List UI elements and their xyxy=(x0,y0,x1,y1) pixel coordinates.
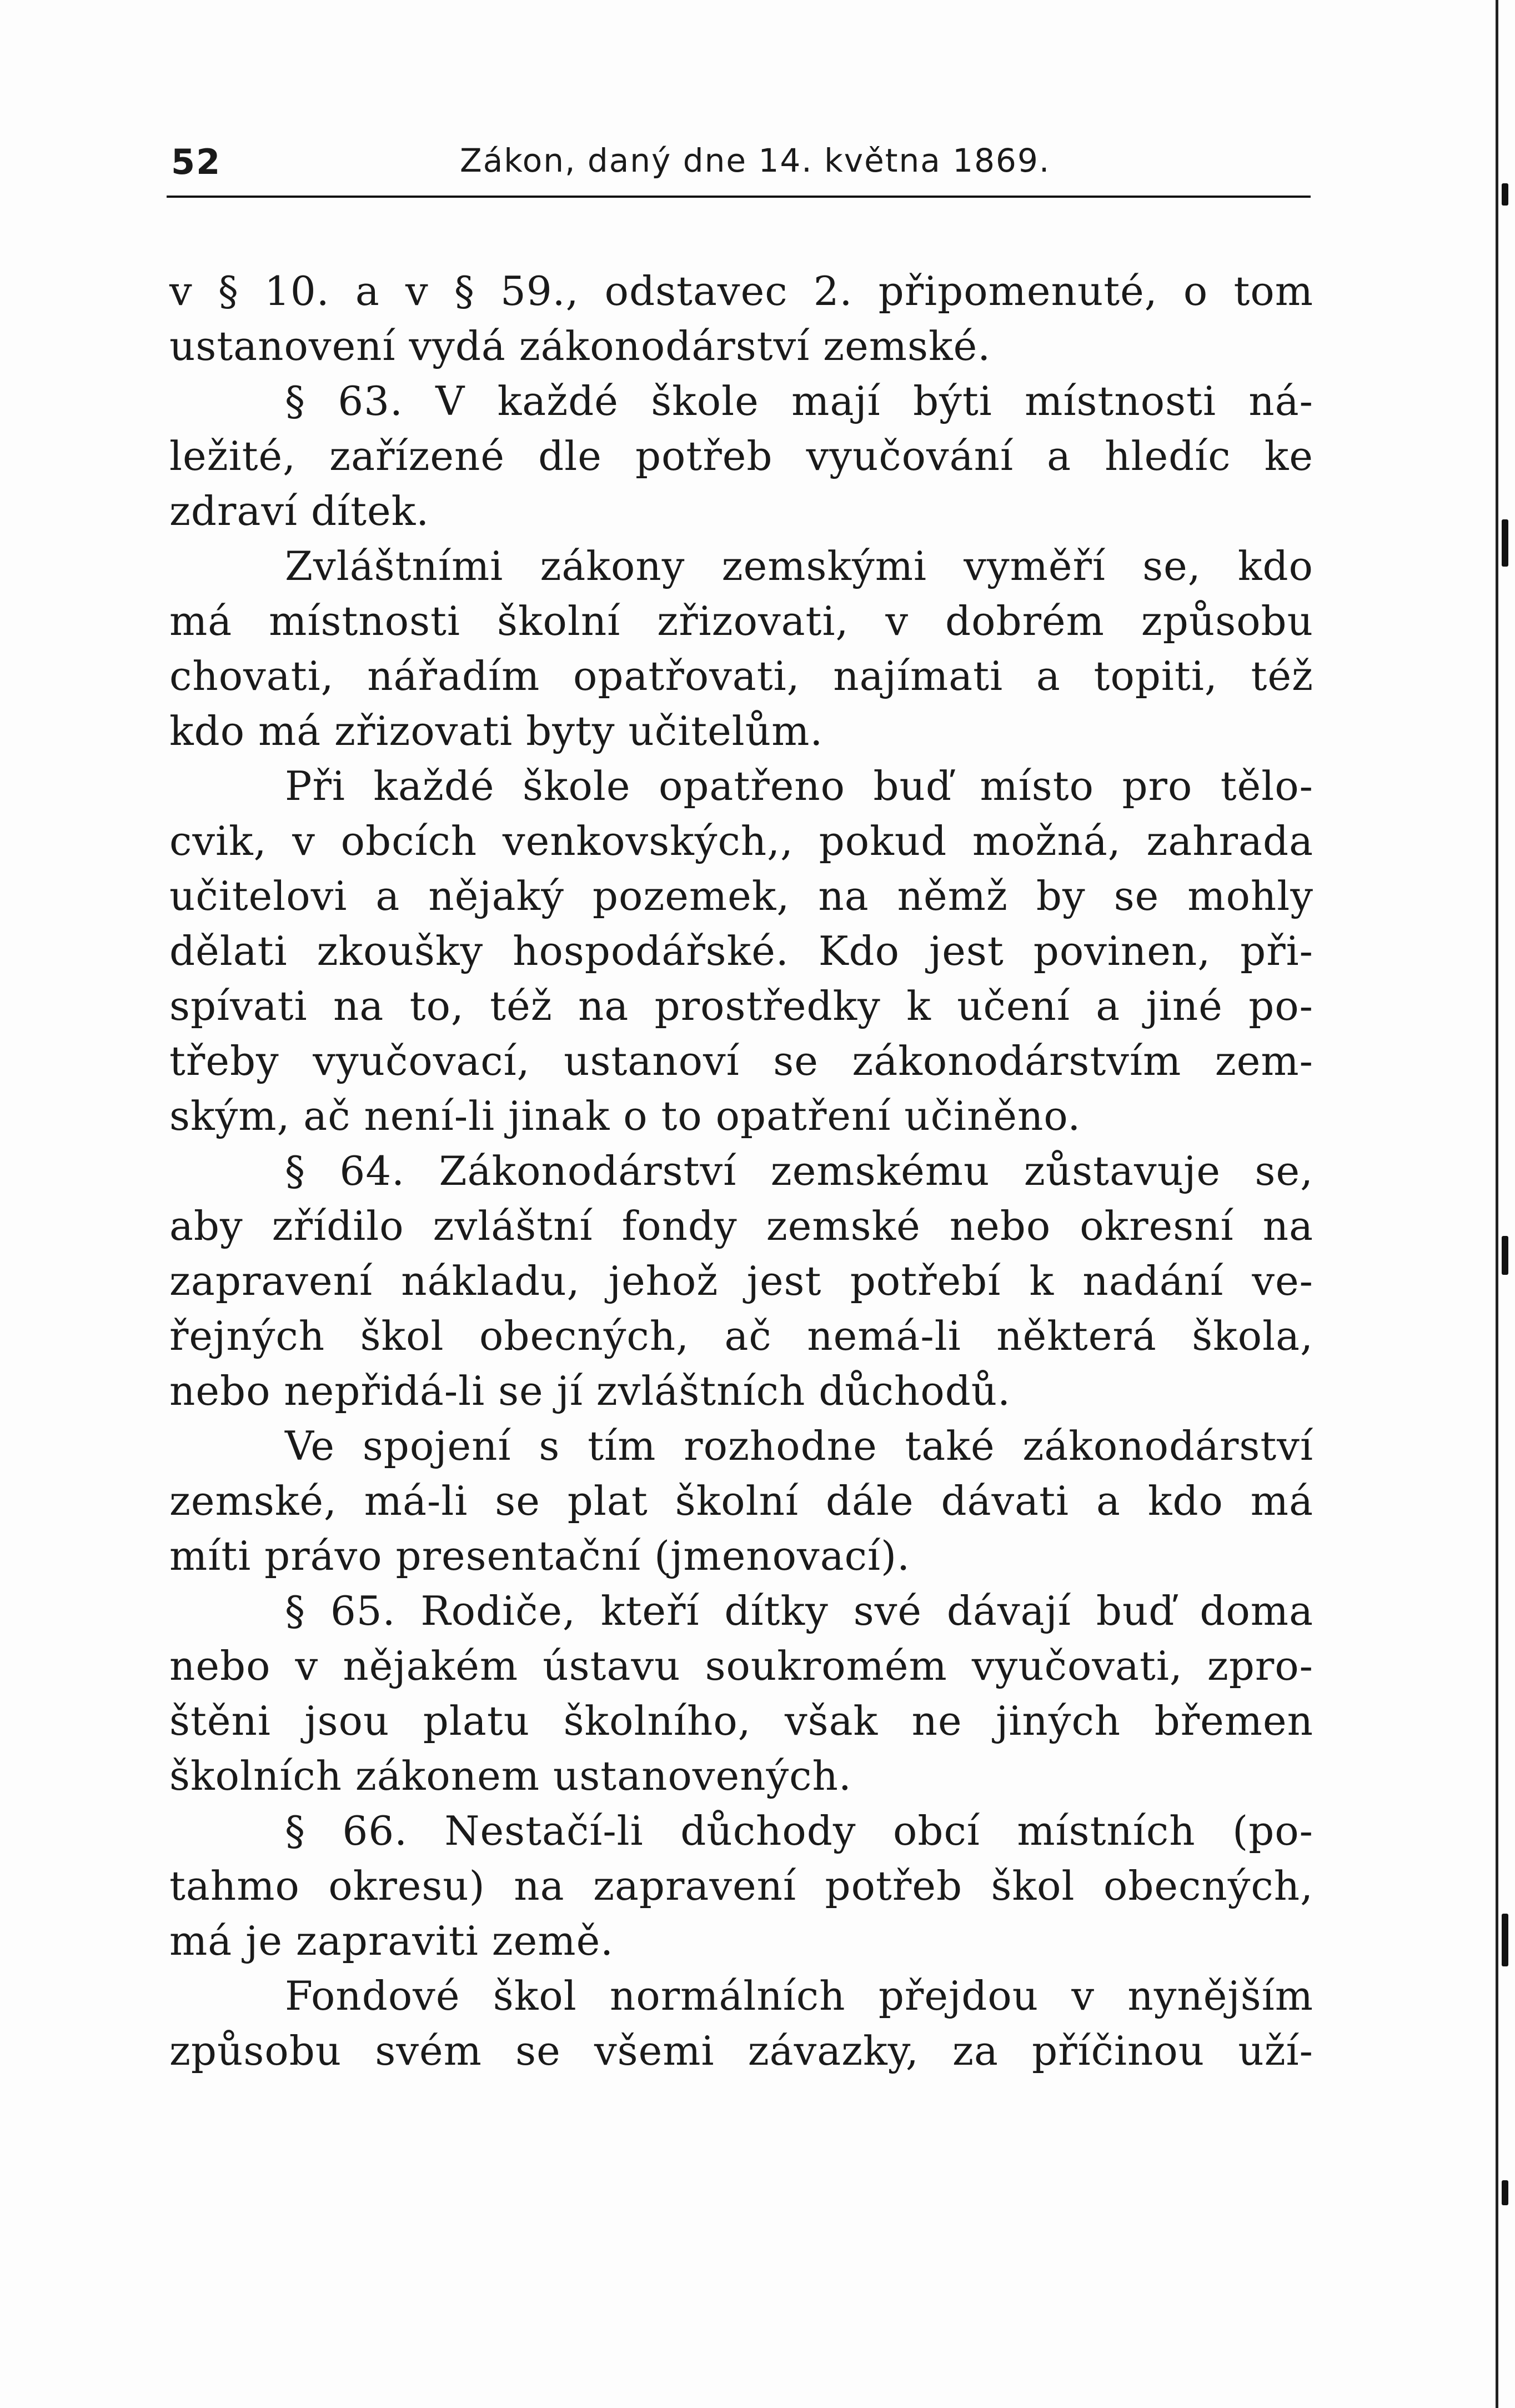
text-line: řejných škol obecných, ač nemá-li některá škola, xyxy=(169,1313,1313,1359)
text-line: § 66. Nestačí-li důchody obcí místních (po- xyxy=(285,1808,1313,1854)
text-line: způsobu svém se všemi závazky, za příčinou uží- xyxy=(169,2027,1313,2074)
text-line: školních zákonem ustanovených. xyxy=(169,1753,852,1799)
text-line: má je zapraviti země. xyxy=(169,1918,614,1964)
text-line: spívati na to, též na prostředky k učení a jiné po- xyxy=(169,983,1313,1029)
text-line: má místnosti školní zřizovati, v dobrém způsobu xyxy=(169,598,1313,644)
scan-edge-mark xyxy=(1502,1914,1508,1966)
text-line: § 64. Zákonodárství zemskému zůstavuje se, xyxy=(285,1148,1313,1194)
body-text xyxy=(169,264,1313,2079)
scan-edge-mark xyxy=(1502,1236,1508,1275)
text-line: ustanovení vydá zákonodárství zemské. xyxy=(169,323,991,369)
text-line: učitelovi a nějaký pozemek, na němž by se mohly xyxy=(169,873,1313,919)
text-line: chovati, nářadím opatřovati, najímati a topiti, též xyxy=(169,653,1313,699)
text-line: aby zřídilo zvláštní fondy zemské nebo okresní na xyxy=(169,1203,1313,1249)
text-line: tahmo okresu) na zapravení potřeb škol obecných, xyxy=(169,1863,1313,1909)
page-header xyxy=(171,142,1310,192)
text-line: ským, ač není-li jinak o to opatření učiněno. xyxy=(169,1093,1081,1139)
text-line: třeby vyučovací, ustanoví se zákonodárstvím zem- xyxy=(169,1038,1313,1084)
text-line: zemské, má-li se plat školní dále dávati a kdo má xyxy=(169,1478,1313,1524)
scan-edge-mark xyxy=(1502,519,1508,567)
text-line: Ve spojení s tím rozhodne také zákonodárství xyxy=(285,1423,1313,1469)
text-line: v § 10. a v § 59., odstavec 2. připomenuté, o tom xyxy=(169,268,1313,314)
text-line: štěni jsou platu školního, však ne jiných břemen xyxy=(169,1698,1313,1744)
page-number: 52 xyxy=(171,142,222,182)
text-line: § 65. Rodiče, kteří dítky své dávají buď doma xyxy=(285,1588,1313,1634)
text-line: zapravení nákladu, jehož jest potřebí k nadání ve- xyxy=(169,1258,1313,1304)
scan-edge-mark xyxy=(1502,183,1508,206)
text-line: Při každé škole opatřeno buď místo pro tělo- xyxy=(285,763,1313,809)
text-line: nebo v nějakém ústavu soukromém vyučovati, zpro- xyxy=(169,1643,1313,1689)
running-title: Zákon, daný dne 14. května 1869. xyxy=(460,142,1051,179)
scan-edge-line xyxy=(1496,0,1498,2408)
scan-edge-mark xyxy=(1502,2180,1508,2205)
text-line: míti právo presentační (jmenovací). xyxy=(169,1533,910,1579)
text-line: § 63. V každé škole mají býti místnosti ná- xyxy=(285,378,1313,424)
text-line: zdraví dítek. xyxy=(169,488,430,534)
header-rule xyxy=(167,196,1311,198)
text-line: nebo nepřidá-li se jí zvláštních důchodů. xyxy=(169,1368,1011,1414)
text-line: cvik, v obcích venkovských,, pokud možná, zahrada xyxy=(169,818,1313,864)
text-line: ležité, zařízené dle potřeb vyučování a hledíc ke xyxy=(169,433,1313,479)
text-line: Fondové škol normálních přejdou v nynějším xyxy=(285,1973,1313,2019)
text-line: kdo má zřizovati byty učitelům. xyxy=(169,708,824,754)
text-line: Zvláštními zákony zemskými vyměří se, kdo xyxy=(285,543,1313,589)
text-line: dělati zkoušky hospodářské. Kdo jest povinen, při- xyxy=(169,928,1313,974)
